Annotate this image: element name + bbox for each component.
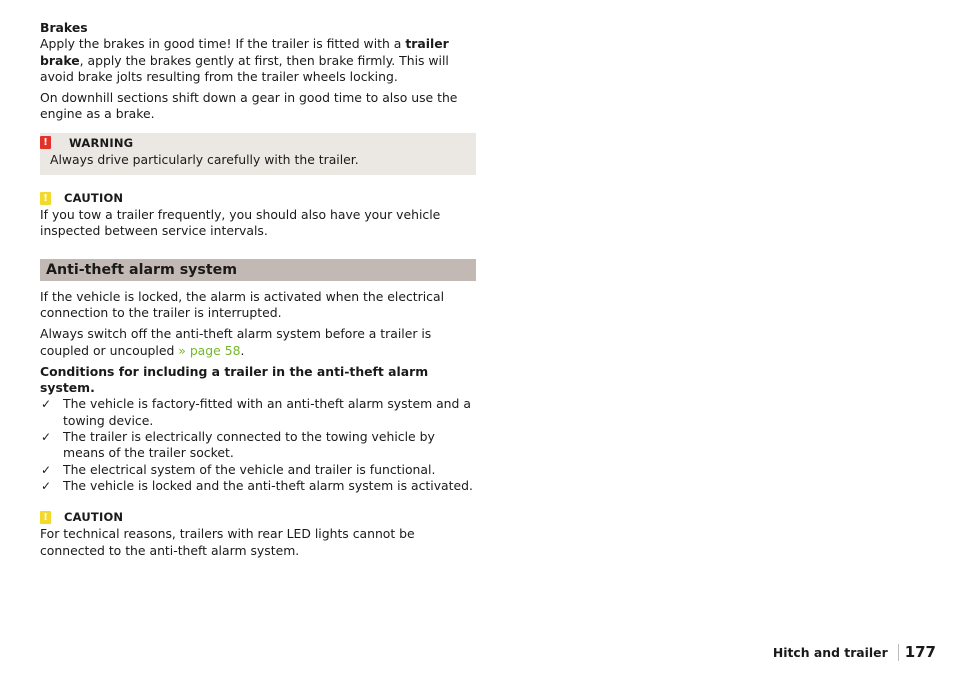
brakes-paragraph-2: On downhill sections shift down a gear in good time to also use the engine as a brake. [40,90,458,122]
caution-text-2: For technical reasons, trailers with rear LED lights cannot be connected to the anti-theft alarm system. [40,526,415,558]
exclamation-icon: ! [40,192,51,205]
warning-text: Always drive particularly carefully with the trailer. [50,151,359,167]
alarm-paragraph-2: Always switch off the anti-theft alarm system before a trailer is coupled or uncoupled » page 58. [40,326,432,358]
warning-header [43,134,466,152]
footer-divider [898,644,899,661]
exclamation-icon: ! [40,511,51,524]
document-page [40,20,476,559]
caution-text: If you tow a trailer frequently, you should also have your vehicle inspected between service intervals. [40,207,441,239]
exclamation-icon: ! [40,136,51,149]
page-58-link[interactable]: » page 58 [178,342,241,358]
caution-header [40,189,476,207]
warning-box [40,133,476,175]
caution-label: CAUTION [64,191,124,206]
list-item: ✓ The trailer is electrically connected to the towing vehicle by means of the trailer socket. [41,429,435,461]
check-icon: ✓ [41,430,52,445]
footer-chapter-title: Hitch and trailer [772,644,888,660]
brakes-heading: Brakes [40,20,88,35]
caution-header-2 [40,508,476,526]
section-header-bar [40,259,476,281]
list-item: ✓ The vehicle is locked and the anti-theft alarm system is activated. [41,477,473,493]
brakes-paragraph-1: Apply the brakes in good time! If the trailer is fitted with a trailer brake, apply the brakes gently at first, then brake firmly. This will avoid brake jolts resulting from the trailer wheels locking. [40,36,449,84]
check-icon: ✓ [41,462,52,477]
check-icon: ✓ [41,478,52,493]
conditions-checklist [40,396,476,494]
list-item: ✓ The vehicle is factory-fitted with an anti-theft alarm system and a towing device. [41,396,471,428]
trailer-brake-term: trailer brake [40,36,449,68]
caution-label-2: CAUTION [64,510,124,525]
page-footer [773,643,936,661]
conditions-heading: Conditions for including a trailer in the anti-theft alarm system. [40,363,429,396]
warning-label: WARNING [69,135,134,150]
section-title: Anti-theft alarm system [46,261,238,278]
list-item: ✓ The electrical system of the vehicle and trailer is functional. [41,461,436,477]
page-number: 177 [904,643,936,661]
alarm-paragraph-1: If the vehicle is locked, the alarm is activated when the electrical connection to the trailer is interrupted. [40,288,445,320]
check-icon: ✓ [41,397,52,412]
